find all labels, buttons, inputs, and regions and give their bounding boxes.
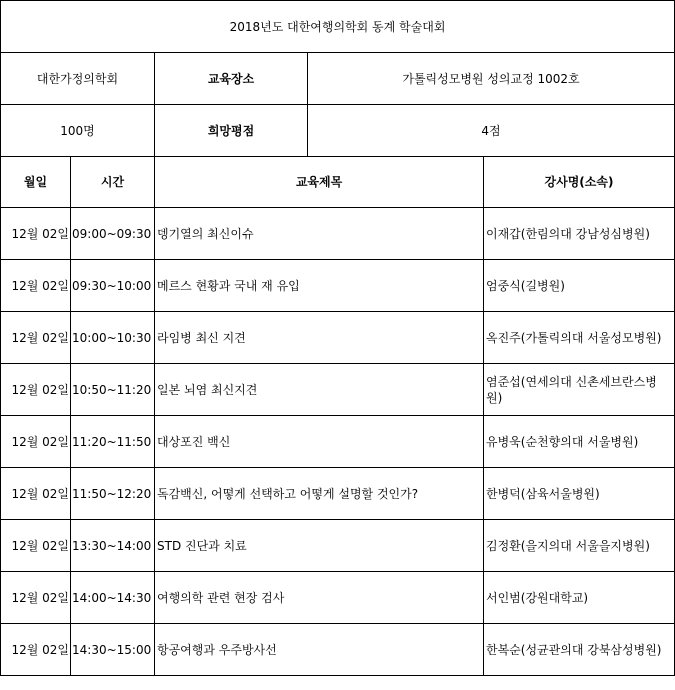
venue-value: 가톨릭성모병원 성의교정 1002호 — [308, 53, 675, 105]
row-lecturer: 엄중식(길병원) — [484, 260, 675, 312]
row-time: 11:50~12:20 — [71, 468, 155, 520]
row-subject: 라임병 최신 지견 — [155, 312, 484, 364]
row-date: 12월 02일 — [1, 624, 71, 676]
row-date: 12월 02일 — [1, 468, 71, 520]
row-time: 09:30~10:00 — [71, 260, 155, 312]
row-date: 12월 02일 — [1, 260, 71, 312]
table-row — [1, 312, 675, 364]
table-row — [1, 520, 675, 572]
row-subject: 대상포진 백신 — [155, 416, 484, 468]
table-row — [1, 468, 675, 520]
header-lecturer: 강사명(소속) — [484, 157, 675, 208]
row-time: 14:00~14:30 — [71, 572, 155, 624]
row-subject: 독감백신, 어떻게 선택하고 어떻게 설명할 것인가? — [155, 468, 484, 520]
row-time: 13:30~14:00 — [71, 520, 155, 572]
title-row — [1, 1, 675, 53]
row-subject: 뎅기열의 최신이슈 — [155, 208, 484, 260]
row-date: 12월 02일 — [1, 208, 71, 260]
points-row — [1, 105, 675, 157]
header-date: 월일 — [1, 157, 71, 208]
row-lecturer: 한병덕(삼육서울병원) — [484, 468, 675, 520]
event-title: 2018년도 대한여행의학회 동계 학술대회 — [1, 1, 675, 53]
table-row — [1, 624, 675, 676]
header-time: 시간 — [71, 157, 155, 208]
row-subject: STD 진단과 치료 — [155, 520, 484, 572]
header-subject: 교육제목 — [155, 157, 484, 208]
row-lecturer: 한복순(성균관의대 강북삼성병원) — [484, 624, 675, 676]
row-time: 14:30~15:00 — [71, 624, 155, 676]
row-lecturer: 유병욱(순천향의대 서울병원) — [484, 416, 675, 468]
row-date: 12월 02일 — [1, 520, 71, 572]
row-lecturer: 염준섭(연세의대 신촌세브란스병원) — [484, 364, 675, 416]
table-row — [1, 416, 675, 468]
table-row — [1, 364, 675, 416]
table-row — [1, 572, 675, 624]
organizer-value: 대한가정의학회 — [1, 53, 155, 105]
row-date: 12월 02일 — [1, 364, 71, 416]
row-time: 10:50~11:20 — [71, 364, 155, 416]
row-time: 10:00~10:30 — [71, 312, 155, 364]
row-lecturer: 김정환(을지의대 서울을지병원) — [484, 520, 675, 572]
row-date: 12월 02일 — [1, 312, 71, 364]
row-lecturer: 서인범(강원대학교) — [484, 572, 675, 624]
row-subject: 일본 뇌염 최신지견 — [155, 364, 484, 416]
venue-row — [1, 53, 675, 105]
row-subject: 여행의학 관련 현장 검사 — [155, 572, 484, 624]
row-date: 12월 02일 — [1, 416, 71, 468]
capacity-value: 100명 — [1, 105, 155, 157]
row-lecturer: 옥진주(가톨릭의대 서울성모병원) — [484, 312, 675, 364]
venue-label: 교육장소 — [155, 53, 308, 105]
row-date: 12월 02일 — [1, 572, 71, 624]
row-subject: 메르스 현황과 국내 재 유입 — [155, 260, 484, 312]
row-time: 11:20~11:50 — [71, 416, 155, 468]
table-row — [1, 208, 675, 260]
header-row — [1, 157, 675, 208]
table-row — [1, 260, 675, 312]
points-value: 4점 — [308, 105, 675, 157]
row-subject: 항공여행과 우주방사선 — [155, 624, 484, 676]
points-label: 희망평점 — [155, 105, 308, 157]
row-time: 09:00~09:30 — [71, 208, 155, 260]
row-lecturer: 이재갑(한림의대 강남성심병원) — [484, 208, 675, 260]
